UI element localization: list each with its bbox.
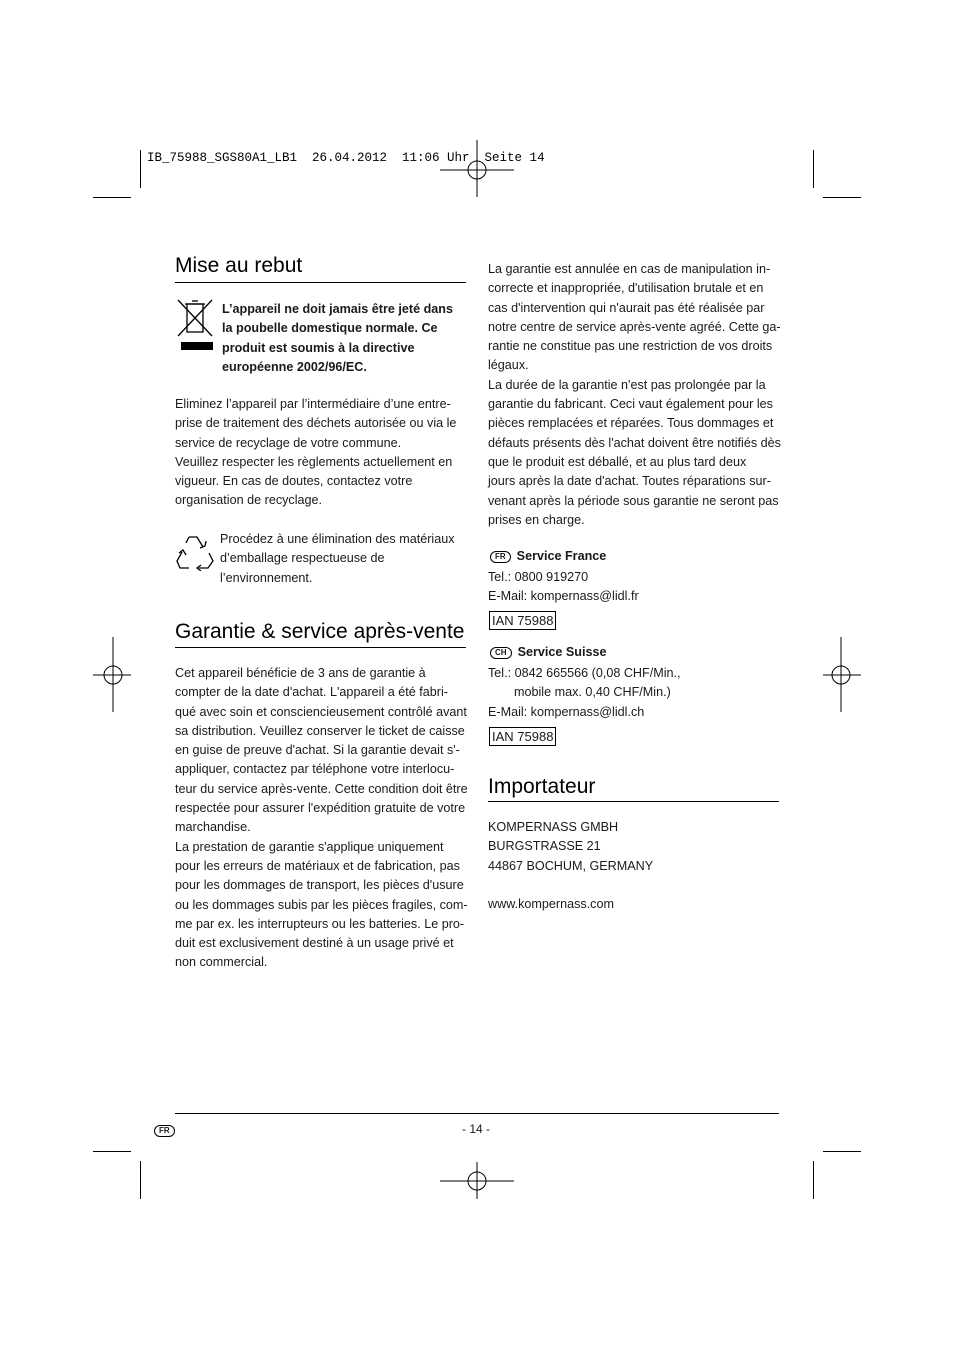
- disposal-body: Eliminez l’appareil par l’intermédiaire d’une entre- prise de traitement des déchets autorisée ou via le service de recyclage de votre commune. Veuillez respecter les règlements actuellement en vigueur. En cas de doutes, contactez votre organisation de recyclage.: [175, 397, 457, 508]
- disposal-title-rule: [175, 282, 466, 283]
- warranty-title-rule: [175, 647, 466, 648]
- service-france-email: E-Mail: kompernass@lidl.fr: [488, 589, 639, 604]
- importer-address: KOMPERNASS GMBH BURGSTRASSE 21 44867 BOCHUM, GERMANY: [488, 820, 654, 873]
- disposal-title: Mise au rebut: [175, 254, 303, 277]
- disposal-warning: L’appareil ne doit jamais être jeté dans la poubelle domestique normale. Ce produit est soumis à la directive européenne 2002/96/EC.: [222, 302, 453, 374]
- footer-language: [154, 1122, 181, 1140]
- warranty-title: Garantie & service après-vente: [175, 620, 465, 643]
- importer-title-rule: [488, 801, 779, 802]
- crossed-bin-icon: [177, 298, 215, 354]
- service-suisse-email: E-Mail: kompernass@lidl.ch: [488, 704, 645, 719]
- page-number: - 14 -: [462, 1122, 491, 1136]
- importer-website: www.kompernass.com: [488, 897, 614, 911]
- ch-flag-icon: CH: [490, 647, 512, 659]
- service-france-tel: Tel.: 0800 919270: [488, 570, 589, 584]
- ian-box-suisse: IAN 75988: [489, 727, 556, 746]
- warranty-continued: La garantie est annulée en cas de manipulation in- correcte et inappropriée, d'utilisation brutale et en cas d'intervention qui n'aurait pas été réalisée par notre centre de service après-vente agréé. Cette ga- rantie ne constitue pas une restriction de vos droits légaux. La durée de la garantie n'est pas prolongée par la garantie du fabricant. Ceci vaut également pour les pièces remplacées et réparées. Tous dommages et défauts présents dès l'achat doivent être notifiés dès que le produit est déballé, et au plus tard deux jours après la date d'achat. Toutes réparations sur- venant après la période sous garantie ne seront pas prises en charge.: [488, 262, 781, 527]
- print-slug: IB_75988_SGS80A1_LB1 26.04.2012 11:06 Uhr Seite 14: [147, 151, 545, 165]
- fr-flag-icon: FR: [154, 1125, 175, 1137]
- importer-title: Importateur: [488, 775, 596, 798]
- service-france-heading: FR Service France: [490, 549, 606, 563]
- service-suisse-tel2: mobile max. 0,40 CHF/Min.): [514, 685, 671, 700]
- ian-box-france: IAN 75988: [489, 611, 556, 630]
- service-france-contact: [488, 568, 639, 607]
- packaging-text: Procédez à une élimination des matériaux d’emballage respectueuse de l’environnement.: [220, 532, 455, 585]
- fr-flag-icon: FR: [490, 551, 511, 563]
- recycle-icon: [175, 531, 215, 571]
- warranty-body: Cet appareil bénéficie de 3 ans de garantie à compter de la date d'achat. L'appareil a été fabri- qué avec soin et consciencieusement contrôlé avant sa distribution. Veuillez conserver le ticket de caisse en guise de preuve d'achat. Si la garantie devait s'- appliquer, contactez par téléphone votre interlocu- teur du service après-vente. Cette condition doit être respectée pour assurer l'expédition gratuite de votre marchandise. La prestation de garantie s'applique uniquement pour les erreurs de matériaux et de fabrication, pas pour les dommages de transport, les pièces d'usure ou les dommages subis par les pièces fragiles, com- me par ex. les interrupteurs ou les batteries. Le pro- duit est exclusivement destiné à un usage privé et non commercial.: [175, 666, 468, 970]
- footer-rule: [175, 1113, 779, 1114]
- service-suisse-heading: CH Service Suisse: [490, 645, 606, 659]
- service-suisse-contact: [488, 664, 681, 722]
- service-suisse-tel: Tel.: 0842 665566 (0,08 CHF/Min.,: [488, 666, 681, 680]
